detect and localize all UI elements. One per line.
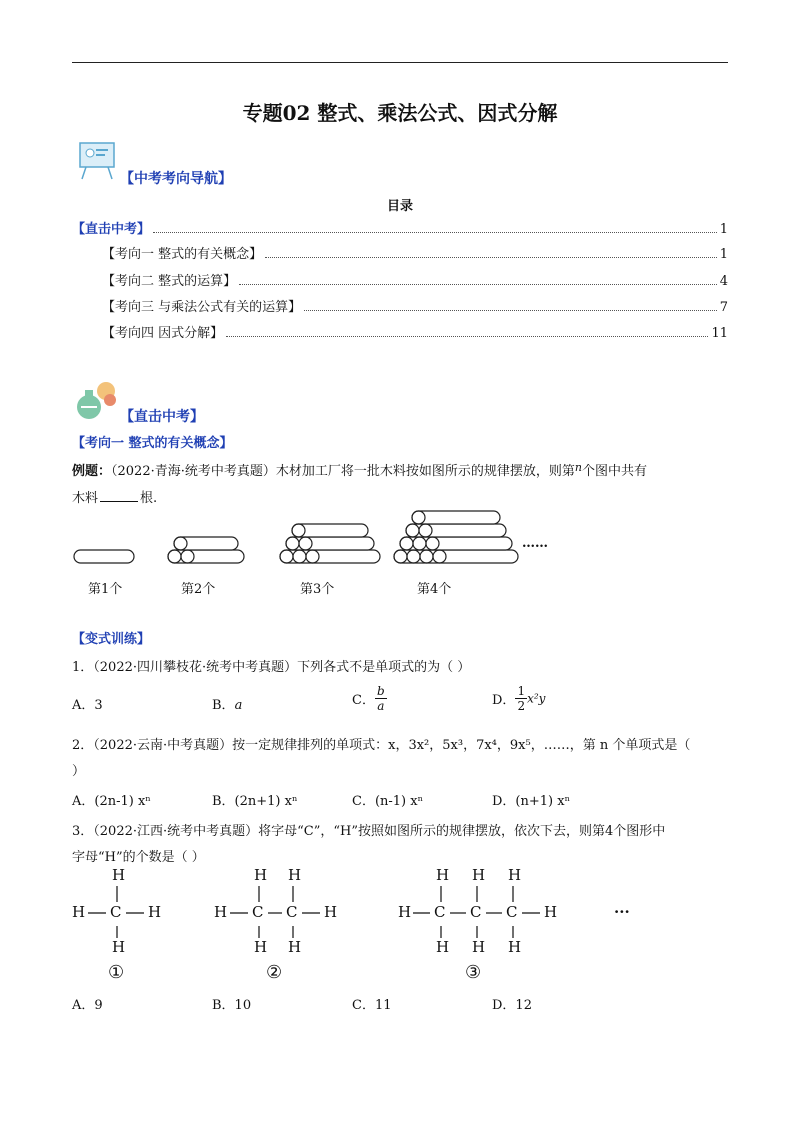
q1-option-a[interactable]: A．3: [72, 698, 103, 713]
q3-stem-cont: 字母“H”的个数是（ ）: [72, 850, 205, 865]
section-heading: 【直击中考】: [120, 409, 204, 425]
toc-item[interactable]: 【考向四 因式分解】 11: [102, 326, 728, 341]
practice-heading: 【变式训练】: [72, 632, 151, 647]
q2-option-d[interactable]: D．(n+1) xⁿ: [492, 794, 571, 809]
ch-structure-2: H H H C C H H H: [214, 866, 338, 956]
wood-pile-figure: [70, 508, 560, 570]
figure-label: ①: [108, 962, 125, 983]
q2-stem-cont: ）: [72, 764, 86, 779]
q3-option-d[interactable]: D．12: [492, 998, 532, 1013]
toc-item[interactable]: 【考向二 整式的运算】 4: [102, 274, 728, 289]
figure-label: 第4个: [417, 582, 452, 597]
q3-option-c[interactable]: C．11: [352, 998, 392, 1013]
header-rule: [72, 62, 728, 63]
figure-label: ③: [465, 962, 482, 983]
example-line1: 例题：（2022·青海·统考中考真题）木材加工厂将一批木料按如图所示的规律摆放，则第$^n$个图中共有: [72, 461, 647, 479]
example-line2: 木料 根.: [72, 491, 158, 506]
toc-item[interactable]: 【考向一 整式的有关概念】 1: [102, 247, 728, 262]
q1-stem: 1．（2022·四川攀枝花·统考中考真题）下列各式不是单项式的为（ ）: [72, 660, 471, 675]
q2-option-c[interactable]: C．(n-1) xⁿ: [352, 794, 424, 809]
ch-structure-3: H H H H C C C H H H H: [398, 866, 558, 956]
toc-item[interactable]: 【考向三 与乘法公式有关的运算】 7: [102, 300, 728, 315]
q2-option-a[interactable]: A．(2n-1) xⁿ: [72, 794, 151, 809]
figure-label: 第2个: [181, 582, 216, 597]
q3-stem: 3．（2022·江西·统考中考真题）将字母“C”，“H”按照如图所示的规律摆放，依次下去，则第4个图形中: [72, 824, 666, 839]
q3-option-a[interactable]: A．9: [72, 998, 103, 1013]
presentation-board-icon: [76, 140, 118, 182]
toc-item[interactable]: 【直击中考】 1: [72, 222, 728, 237]
q3-option-b[interactable]: B．10: [212, 998, 252, 1013]
nav-heading: 【中考考向导航】: [120, 171, 232, 187]
flask-icon: [74, 378, 120, 422]
q2-stem: 2．（2022·云南·中考真题）按一定规律排列的单项式：x，3x²，5x³，7x⁴，9x⁵，……，第 n 个单项式是（: [72, 738, 691, 753]
q1-option-d[interactable]: D． $\frac{1}{2}$ x²y: [492, 684, 546, 713]
q1-option-b[interactable]: B．a: [212, 698, 243, 713]
figure-label: 第3个: [300, 582, 335, 597]
topic1-heading: 【考向一 整式的有关概念】: [72, 436, 233, 451]
figure-label: 第1个: [88, 582, 123, 597]
ch-structure-1: H H C H H: [72, 866, 162, 956]
wood-ellipsis: ……: [522, 536, 548, 551]
q1-option-c[interactable]: C． $\frac{b}{a}$: [352, 684, 385, 713]
q2-option-b[interactable]: B．(2n+1) xⁿ: [212, 794, 298, 809]
figure-label: ②: [266, 962, 283, 983]
ch-ellipsis: ···: [614, 903, 630, 921]
page-title: 专题02 整式、乘法公式、因式分解: [242, 101, 558, 125]
toc-title: 目录: [386, 199, 413, 214]
